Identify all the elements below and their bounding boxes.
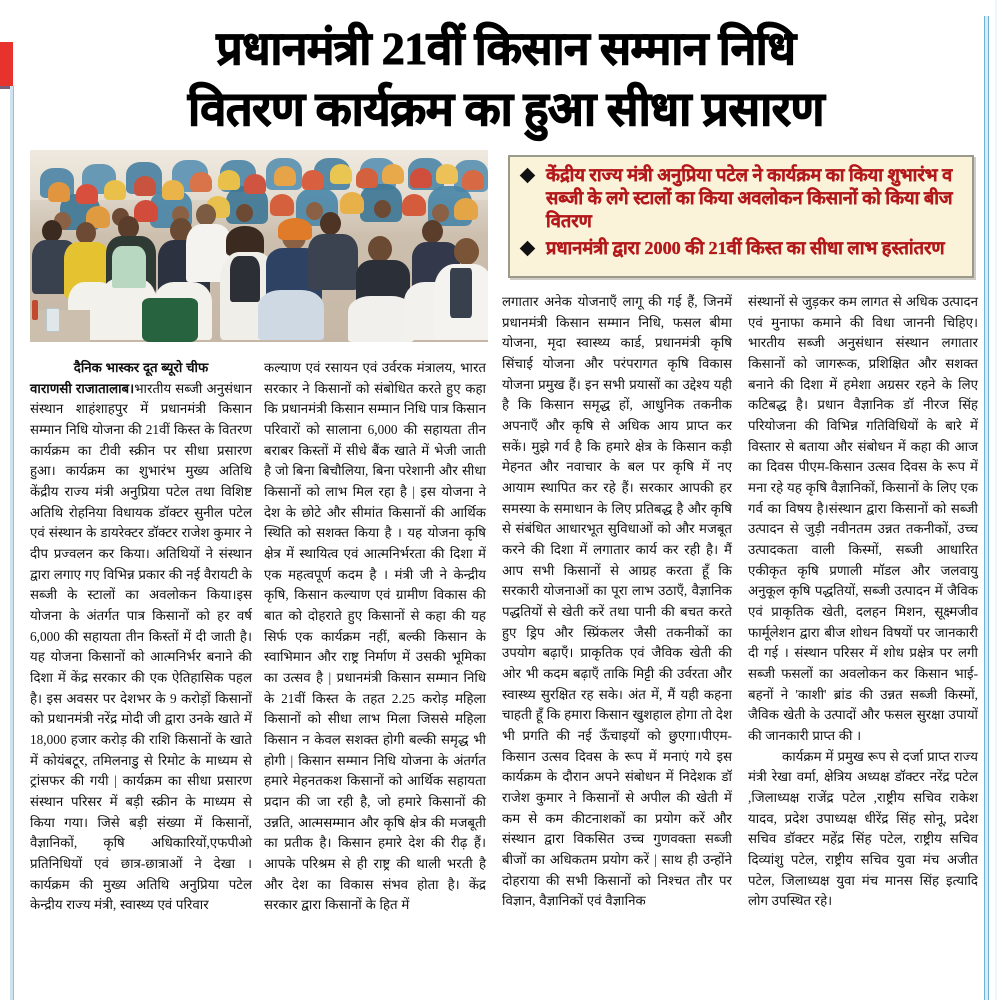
article-column-1 bbox=[30, 358, 252, 916]
headline-line-1: प्रधानमंत्री 21वीं किसान सम्मान निधि bbox=[216, 23, 796, 74]
right-edge-rule bbox=[984, 16, 989, 1000]
column-3-text: लगातार अनेक योजनाएँ लागू की गई हैं, जिनमें प्रधानमंत्री किसान सम्मान निधि, फसल बीमा योजना, मृदा स्वास्थ्य कार्ड, प्रधानमंत्री कृषि सिंचाई योजना और परंपरागत कृषि विकास योजना प्रमुख हैं। इन सभी प्रयासों का उद्देश्य यही है कि किसान समृद्ध हों, आधुनिक तकनीक अपनाएँ और कृषि से अधिक आय प्राप्त कर सकें। मुझे गर्व है कि हमारे क्षेत्र के किसान कड़ी मेहनत और नवाचार के बल पर कृषि में नए आयाम स्थापित कर रहे हैं। सरकार आपकी हर समस्या के समाधान के लिए प्रतिबद्ध है और कृषि से संबंधित आधारभूत सुविधाओं को और मजबूत करने की दिशा में लगातार कार्य कर रही है। मैं आप सभी किसानों से आग्रह करता हूँ कि सरकारी योजनाओं का पूरा लाभ उठाएँ, वैज्ञानिक पद्धतियों से खेती करें तथा पानी की बचत करते हुए ड्रिप और स्प्रिंकलर जैसी तकनीकों का उपयोग बढ़ाएँ। प्राकृतिक एवं जैविक खेती की ओर भी कदम बढ़ाएँ ताकि मिट्टी की उर्वरता और स्वास्थ्य सुरक्षित रह सके। अंत में, मैं यही कहना चाहती हूँ कि हमारा किसान खुशहाल होगा तो देश भी प्रगति की नई ऊँचाइयों को छुएगा।पीएम-किसान उत्सव दिवस के रूप में मनाएं गये इस कार्यक्रम के दौरान अपने संबोधन में निदेशक डॉ राजेश कुमार ने किसानों से अपील की खेती में कम से कम कीटनाशकों का प्रयोग करें और संस्थान द्वारा विकसित उच्च गुणवक्ता सब्जी बीजों का अधिकतम प्रयोग करें | साथ ही उन्होंने दोहराया की सभी किसानों को निश्चत तौर पर विज्ञान, वैज्ञानिकों एवं वैज्ञानिक bbox=[502, 294, 732, 909]
article-column-2 bbox=[264, 358, 486, 916]
column-1-body bbox=[30, 379, 252, 916]
headline-line-2: वितरण कार्यक्रम का हुआ सीधा प्रसारण bbox=[188, 84, 824, 137]
right-edge-rule-outer bbox=[995, 0, 997, 1000]
water-glass bbox=[46, 308, 60, 332]
page-title bbox=[36, 18, 976, 142]
diamond-bullet-icon bbox=[520, 168, 536, 184]
article-column-3 bbox=[502, 292, 732, 912]
byline: दैनिक भास्कर दूत ब्यूरो चीफ bbox=[73, 360, 209, 375]
column-4-text-1: संस्थानों से जुड़कर कम लागत से अधिक उत्पादन एवं मुनाफा कमाने की विधा जाननी चिहिए।भारतीय सब्जी अनुसंधान संस्थान लगातार किसानों को जागरूक, प्रशिक्षित और सशक्त बनाने की दिशा में हमेशा अग्रसर रहने के लिए कटिबद्ध है। प्रधान वैज्ञानिक डॉ नीरज सिंह परियोजना की विभिन्न गतिविधियों के बारे में विस्तार से बताया और संबोधन में कहा की आज का दिवस पीएम-किसान उत्सव दिवस के रूप में मना रहे यह कृषि वैज्ञानिकों, किसानों के लिए एक गर्व का विषय है।संस्थान द्वारा किसानों को सब्जी उत्पादन से जुड़ी नवीनतम उन्नत तकनीकों, उच्च उत्पादकता वाली किस्मों, सब्जी आधारित एकीकृत कृषि प्रणाली मॉडल और जलवायु अनुकूल कृषि पद्धतियों, सब्जी उत्पादन में जैविक एवं प्राकृतिक खेती, दलहन मिशन, सूक्ष्मजीव फार्मूलेशन द्वारा बीज शोधन विषयों पर जानकारी दी गई । संस्थान परिसर में शोध प्रक्षेत्र पर लगी सब्जी फसलों का अवलोकन कर किसान भाई-बहनों ने 'काशी' ब्रांड की उन्नत सब्जी किस्मों, जैविक खेती के उत्पादों और फसल सुरक्षा उपायों की जानकारी प्राप्त की । bbox=[748, 294, 978, 744]
dateline: वाराणसी राजातालाब। bbox=[30, 380, 135, 396]
column-2-text: कल्याण एवं रसायन एवं उर्वरक मंत्रालय, भारत सरकार ने किसानों को संबोधित करते हुए कहा कि प्रधानमंत्री किसान सम्मान निधि पात्र किसान परिवारों को सालाना 6,000 की सहायता तीन बराबर किस्तों में सीधे बैंक खाते में भेजी जाती है जो बिना बिचौलिया, बिना परेशानी और सीधा किसानों को लाभ मिल रहा है | इस योजना ने देश के छोटे और सीमांत किसानों की आर्थिक स्थिति को सशक्त किया है । यह योजना कृषि क्षेत्र में स्थायित्व एवं आत्मनिर्भरता की दिशा में एक महत्वपूर्ण कदम है । मंत्री जी ने केन्द्रीय कृषि, किसान कल्याण एवं ग्रामीण विकास की बात को दोहराते हुए किसानों से कहा की यह सिर्फ एक कार्यक्रम नहीं, बल्की किसान के स्वाभिमान और राष्ट्र निर्माण में उसकी भूमिका का उत्सव है | प्रधानमंत्री किसान सम्मान निधि के 21वीं किस्त के तहत 2.25 करोड़ महिला किसानों को सीधा लाभ मिला जिससे महिला किसान न केवल सशक्त होगी बल्की समृद्ध भी होगी | किसान सम्मान निधि योजना के अंतर्गत हमारे मेहनतकश किसानों को आर्थिक सहायता प्रदान की जा रही है, जो हमारे किसानों की उन्नति, आत्मसम्मान और कृषि क्षेत्र की मजबूती का प्रतीक है। किसान हमारे देश की रीढ़ हैं। आपके परिश्रम से ही राष्ट्र की थाली भरती है और देश का विकास संभव होता है। केंद्र सरकार द्वारा किसानों के हित में bbox=[264, 360, 486, 913]
column-1-text: भारतीय सब्जी अनुसंधान संस्थान शाहंशाहपुर में प्रधानमंत्री किसान सम्मान निधि योजना की 21वीं किस्त के वितरण कार्यक्रम का टीवी स्क्रीन पर सीधा प्रसारण हुआ। कार्यक्रम का शुभारंभ मुख्य अतिथि केंद्रीय राज्य मंत्री अनुप्रिया पटेल तथा विशिष्ट अतिथि रोहनिया विधायक डॉक्टर सुनील पटेल एवं संस्थान के डायरेक्टर डॉक्टर राजेश कुमार ने दीप प्रज्वलन कर किया। अतिथियों ने संस्थान द्वारा लगाए गए विभिन्न प्रकार की नई वैरायटी के सब्जी के स्टालों का अवलोकन किया।इस योजना के अंतर्गत पात्र किसानों को हर वर्ष 6,000 की सहायता तीन किस्तों में दी जाती है।यह योजना किसानों को आत्मनिर्भर बनाने की दिशा में केंद्र सरकार की एक ऐतिहासिक पहल है। इस अवसर पर देशभर के 9 करोड़ों किसानों को प्रधानमंत्री नरेंद्र मोदी जी द्वारा उनके खाते में 18,000 हजार करोड़ की राशि किसानों के खाते में कोयंबटूर, तमिलनाडु से रिमोट के माध्यम से ट्रांसफर की गयी | कार्यक्रम का सीधा प्रसारण संस्थान परिसर में बड़ी स्क्रीन के माध्यम से किया गया। जिसे बड़ी संख्या में किसानों, वैज्ञानिकों, कृषि अधिकारियों,एफपीओ प्रतिनिधियों एवं छात्र-छात्राओं ने देखा । कार्यक्रम की मुख्य अतिथि अनुप्रिया पटेल केन्द्रीय राज्य मंत्री, स्वास्थ्य एवं परिवार bbox=[30, 380, 253, 913]
article-column-4 bbox=[748, 292, 978, 912]
highlight-bullet-1 bbox=[520, 164, 964, 233]
diamond-bullet-icon bbox=[520, 240, 536, 256]
highlight-bullet-1-text: केंद्रीय राज्य मंत्री अनुप्रिया पटेल ने कार्यक्रम का किया शुभारंभ व सब्जी के लगे स्टालों का किया अवलोकन किसानों को किया बीज वितरण bbox=[546, 165, 953, 231]
left-edge-red-marker bbox=[0, 42, 13, 86]
auditorium-audience-photo bbox=[30, 150, 488, 342]
highlight-bullet-2 bbox=[520, 237, 964, 260]
column-4-text-2: कार्यक्रम में प्रमुख रूप से दर्जा प्राप्त राज्य मंत्री रेखा वर्मा, क्षेत्रिय अध्यक्ष डॉक्टर नरेंद्र पटेल ,जिलाध्यक्ष राजेंद्र पटेल ,राष्ट्रीय सचिव राकेश यादव, प्रदेश उपाध्यक्ष धीरेंद्र सिंह सोनू, प्रदेश सचिव डॉक्टर महेंद्र सिंह पटेल, राष्ट्रीय सचिव दिव्यांशु पटेल, राष्ट्रीय सचिव युवा मंच अजीत पटेल, जिलाध्यक्ष युवा मंच मानस सिंह इत्यादि लोग उपस्थित रहे। bbox=[748, 748, 978, 909]
highlight-bullet-list bbox=[510, 157, 972, 260]
highlight-callout-box bbox=[508, 155, 974, 278]
left-edge-rule bbox=[10, 86, 14, 1000]
highlight-bullet-2-text: प्रधानमंत्री द्वारा 2000 की 21वीं किस्त का सीधा लाभ हस्तांतरण bbox=[546, 237, 945, 258]
